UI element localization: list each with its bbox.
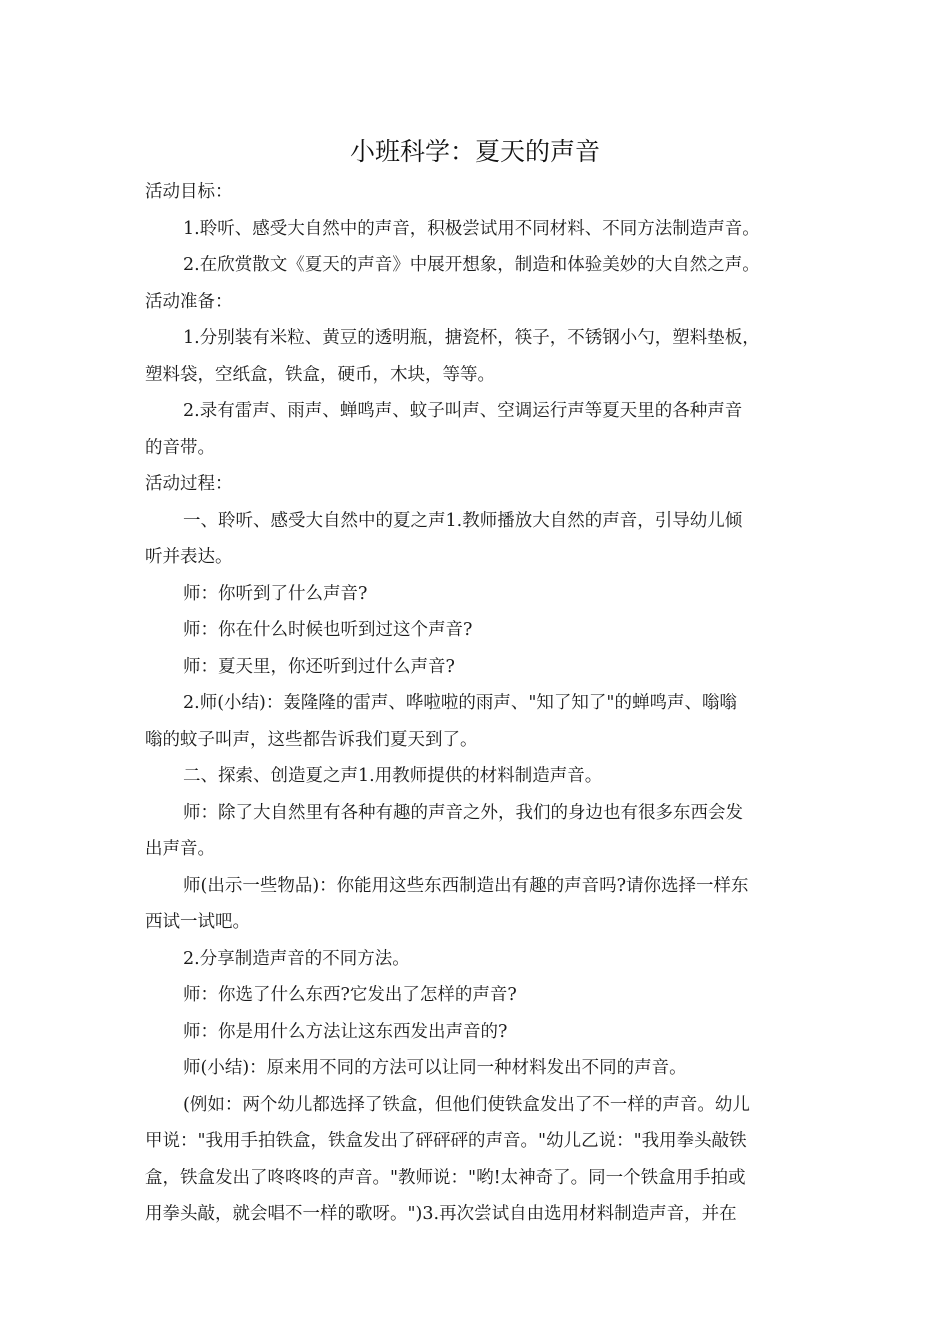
text-line: 嗡的蚊子叫声，这些都告诉我们夏天到了。 <box>145 729 478 750</box>
text-line: 2.师(小结)：轰隆隆的雷声、哗啦啦的雨声、"知了知了"的蝉鸣声、嗡嗡 <box>183 693 737 713</box>
text-line: 一、聆听、感受大自然中的夏之声1.教师播放大自然的声音，引导幼儿倾 <box>183 510 743 531</box>
text-line: 听并表达。 <box>145 547 233 567</box>
text-line: 师：除了大自然里有各种有趣的声音之外，我们的身边也有很多东西会发 <box>183 802 743 823</box>
text-line: 活动准备： <box>145 291 233 312</box>
text-line: 师：你是用什么方法让这东西发出声音的? <box>183 1021 508 1042</box>
document-title: 小班科学：夏天的声音 <box>349 137 600 166</box>
text-line: 的音带。 <box>145 437 215 458</box>
text-line: 师：你选了什么东西?它发出了怎样的声音? <box>183 985 517 1005</box>
text-line: 西试一试吧。 <box>145 912 250 932</box>
text-line: 甲说："我用手拍铁盒，铁盒发出了砰砰砰的声音。"幼儿乙说："我用拳头敲铁 <box>145 1131 747 1151</box>
text-line: 1.分别装有米粒、黄豆的透明瓶，搪瓷杯，筷子，不锈钢小勺，塑料垫板， <box>183 328 760 348</box>
text-line: 2.录有雷声、雨声、蝉鸣声、蚊子叫声、空调运行声等夏天里的各种声音 <box>183 401 743 421</box>
text-line: 师(小结)：原来用不同的方法可以让同一种材料发出不同的声音。 <box>183 1058 687 1078</box>
text-line: 师：你听到了什么声音? <box>183 583 368 604</box>
text-line: 二、探索、创造夏之声1.用教师提供的材料制造声音。 <box>183 766 603 786</box>
text-line: 1.聆听、感受大自然中的声音，积极尝试用不同材料、不同方法制造声音。 <box>183 218 760 239</box>
text-line: 用拳头敲，就会唱不一样的歌呀。")3.再次尝试自由选用材料制造声音，并在 <box>145 1204 737 1224</box>
text-line: (例如：两个幼儿都选择了铁盒，但他们使铁盒发出了不一样的声音。幼儿 <box>183 1094 750 1115</box>
text-line: 2.在欣赏散文《夏天的声音》中展开想象，制造和体验美妙的大自然之声。 <box>183 255 760 275</box>
document-body <box>145 174 810 1233</box>
text-line: 2.分享制造声音的不同方法。 <box>183 948 410 969</box>
text-line: 活动过程： <box>145 474 233 494</box>
text-line: 活动目标： <box>145 182 233 202</box>
text-line: 出声音。 <box>145 839 215 859</box>
text-line: 师：夏天里，你还听到过什么声音? <box>183 656 455 677</box>
text-line: 盒，铁盒发出了咚咚咚的声音。"教师说："哟!太神奇了。同一个铁盒用手拍或 <box>145 1167 746 1188</box>
text-line: 师(出示一些物品)：你能用这些东西制造出有趣的声音吗?请你选择一样东 <box>183 875 749 896</box>
text-line: 塑料袋，空纸盒，铁盒，硬币，木块，等等。 <box>145 364 495 385</box>
text-line: 师：你在什么时候也听到过这个声音? <box>183 620 473 640</box>
